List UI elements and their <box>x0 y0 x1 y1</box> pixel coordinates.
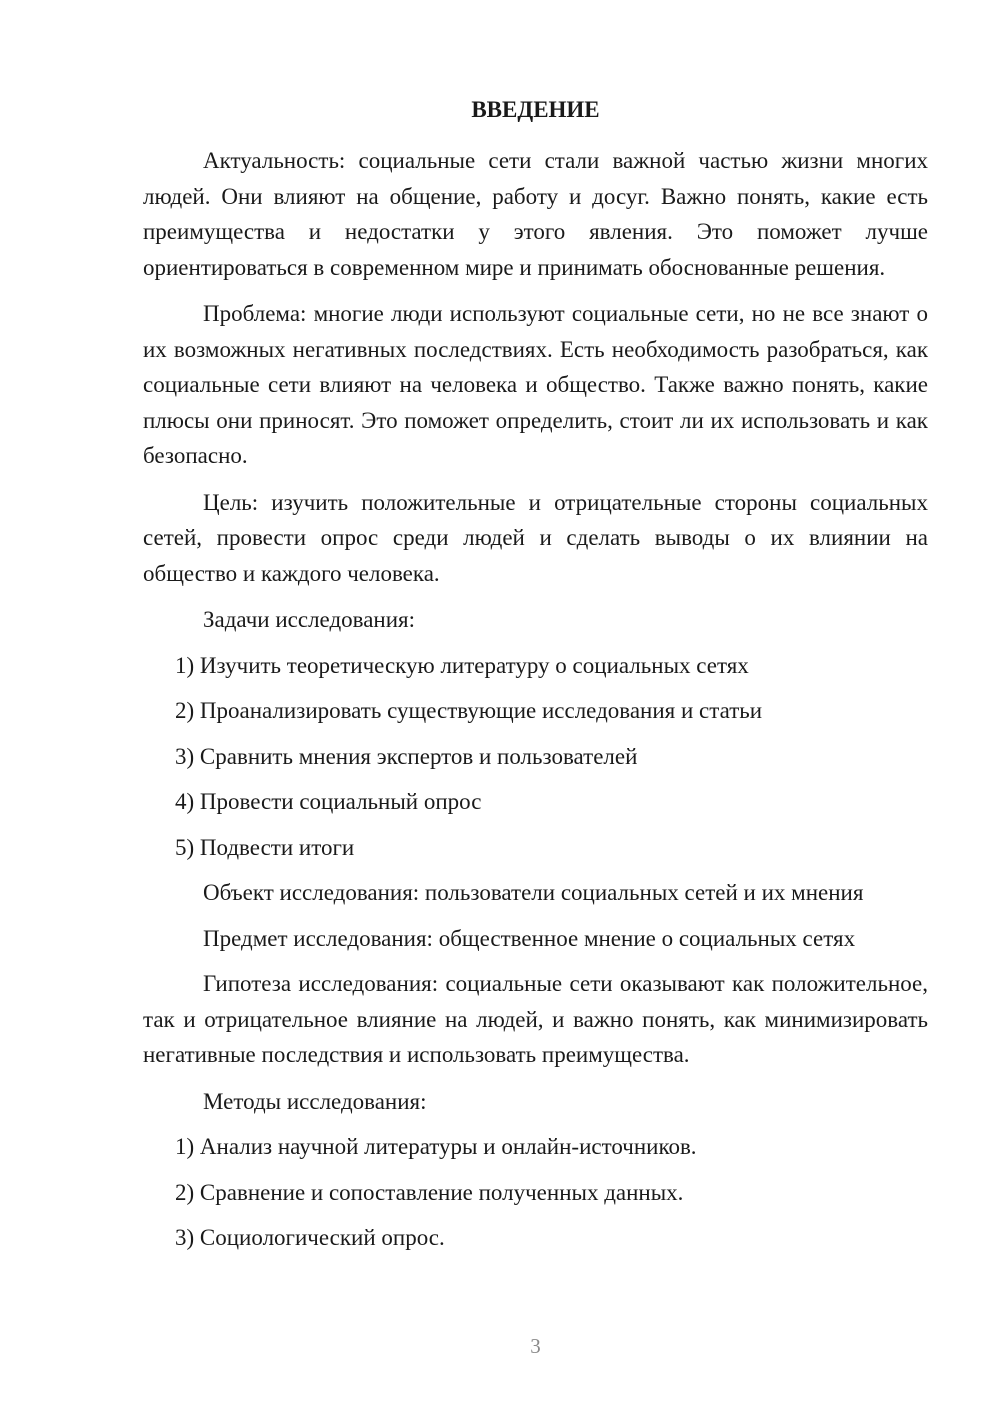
task-item-2: 2) Проанализировать существующие исследования и статьи <box>175 698 763 723</box>
problem-paragraph: Проблема: многие люди используют социальные сети, но не все знают о их возможных негативных последствиях. Есть необходимость разобраться, как социальные сети влияют на человека и общество. Также важно понять, какие плюсы они приносят. Это поможет определить, стоит ли их использовать и как безопасно. <box>143 301 928 468</box>
tasks-heading: Задачи исследования: <box>203 607 416 632</box>
object-line: Объект исследования: пользователи социальных сетей и их мнения <box>203 880 864 905</box>
methods-heading: Методы исследования: <box>203 1088 427 1114</box>
subject-line: Предмет исследования: общественное мнение о социальных сетях <box>203 925 856 951</box>
method-item-3: 3) Социологический опрос. <box>175 1225 445 1250</box>
page-number: 3 <box>530 1334 541 1358</box>
section-title: ВВЕДЕНИЕ <box>471 97 600 122</box>
task-item-5: 5) Подвести итоги <box>175 834 355 860</box>
method-item-1: 1) Анализ научной литературы и онлайн-источников. <box>175 1134 697 1159</box>
relevance-paragraph: Актуальность: социальные сети стали важной частью жизни многих людей. Они влияют на общение, работу и досуг. Важно понять, какие есть преимущества и недостатки у этого явления. Это поможет лучше ориентироваться в современном мире и принимать обоснованные решения. <box>143 148 928 280</box>
task-item-3: 3) Сравнить мнения экспертов и пользователей <box>175 743 638 769</box>
task-item-4: 4) Провести социальный опрос <box>175 789 482 814</box>
hypothesis-paragraph: Гипотеза исследования: социальные сети оказывают как положительное, так и отрицательное влияние на людей, и важно понять, как минимизировать негативные последствия и использовать преимущества. <box>143 971 928 1067</box>
goal-paragraph: Цель: изучить положительные и отрицательные стороны социальных сетей, провести опрос среди людей и сделать выводы о их влиянии на общество и каждого человека. <box>143 489 928 586</box>
document-page <box>143 95 928 1266</box>
method-item-2: 2) Сравнение и сопоставление полученных данных. <box>175 1179 684 1205</box>
task-item-1: 1) Изучить теоретическую литературу о социальных сетях <box>175 652 749 678</box>
